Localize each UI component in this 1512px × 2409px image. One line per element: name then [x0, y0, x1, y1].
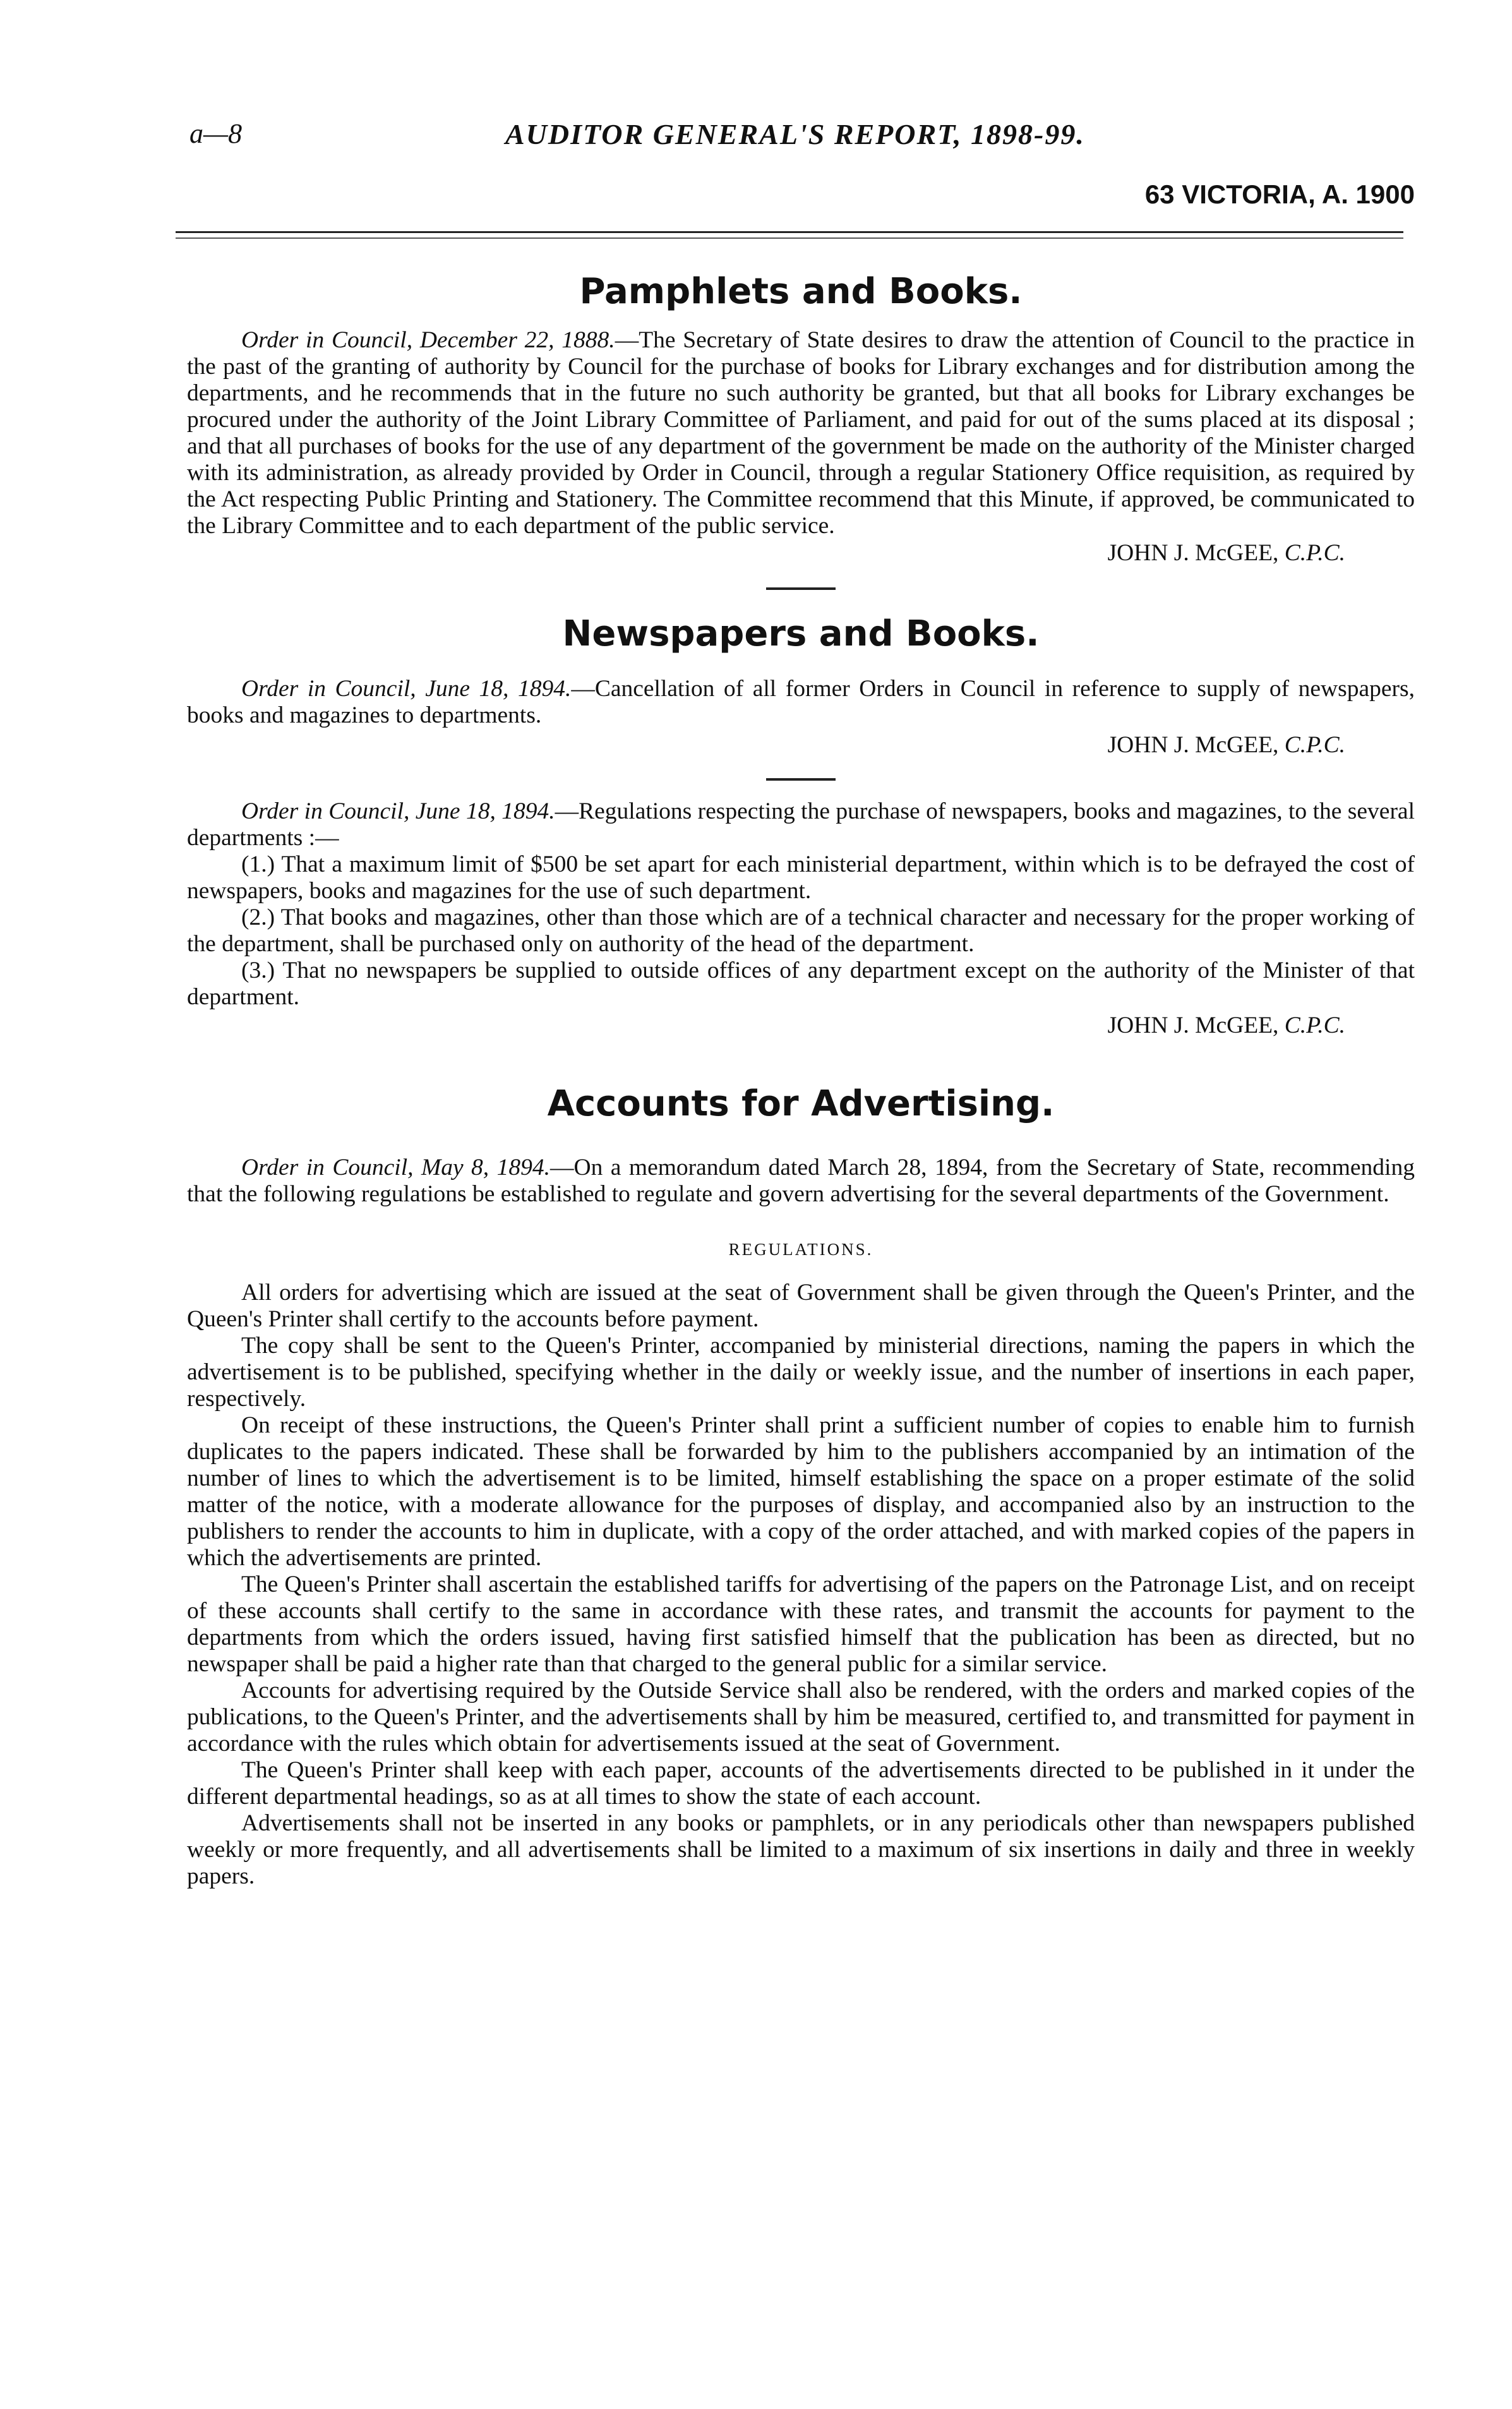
regulation-paragraph: All orders for advertising which are issued at the seat of Government shall be given through the Queen's Printer, and the Queen's Printer shall certify to the accounts before payment. [187, 1280, 1415, 1332]
order-text: —Regulations respecting the purchase of newspapers, books and magazines, to the several departments :— [187, 798, 1415, 851]
page-number: a—8 [189, 118, 243, 149]
section-newspapers [187, 609, 1415, 1040]
signature-name: JOHN J. McGEE, [1107, 732, 1279, 758]
signature-name: JOHN J. McGEE, [1107, 540, 1279, 566]
signature-title: C.P.C. [1284, 540, 1345, 566]
order-reference: Order in Council, June 18, 1894. [241, 676, 572, 702]
regulation-paragraph: Accounts for advertising required by the Outside Service shall also be rendered, with the orders and marked copies of the publications, to the Queen's Printer, and the advertisements shall by him be measured, certified to, and transmitted for payment in accordance with the rules which obtain for advertisements issued at the seat of Government. [187, 1678, 1415, 1757]
session-label: 63 VICTORIA, A. 1900 [1144, 179, 1415, 209]
order-paragraph [187, 676, 1415, 729]
regulation-paragraph: On receipt of these instructions, the Queen's Printer shall print a sufficient number of copies to enable him to furnish duplicates to the papers indicated. These shall be forwarded by him to the publishers accompanied by an intimation of the number of lines to which the advertisement is to be limited, himself establishing the space on a proper estimate of the solid matter of the notice, with a moderate allowance for the purposes of display, and accompanied also by an instruction to the publishers to render the accounts to him in duplicate, with a copy of the order attached, and with marked copies of the papers in which the advertisements are printed. [187, 1412, 1415, 1571]
regulation-paragraph: Advertisements shall not be inserted in any books or pamphlets, or in any periodicals other than newspapers published weekly or more frequently, and all advertisements shall be limited to a maximum of six insertions in daily and three in weekly papers. [187, 1810, 1415, 1889]
regulation-paragraph: The Queen's Printer shall ascertain the established tariffs for advertising of the papers on the Patronage List, and on receipt of these accounts shall certify to the same in accordance with these rates, and transmit the accounts for payment to the departments from which the orders issued, having first satisfied himself that the publication has been as directed, but no newspaper shall be paid a higher rate than that charged to the general public for a similar service. [187, 1571, 1415, 1677]
section-divider [766, 778, 836, 781]
order-reference: Order in Council, June 18, 1894. [241, 798, 555, 824]
order-text: —Cancellation of all former Orders in Council in reference to supply of newspapers, books and magazines to departments. [187, 676, 1415, 728]
section-heading: Newspapers and Books. [562, 613, 1040, 654]
order-paragraph [187, 327, 1415, 539]
signature [187, 539, 1415, 567]
section-pamphlets [187, 267, 1415, 590]
section-heading: Pamphlets and Books. [579, 271, 1023, 312]
order-paragraph [187, 798, 1415, 851]
order-paragraph [187, 1155, 1415, 1208]
order-reference: Order in Council, December 22, 1888. [241, 327, 615, 353]
regulation-paragraph: The Queen's Printer shall keep with each paper, accounts of the advertisements directed to be published in it under the different departmental headings, so as at all times to show the state of each account. [187, 1757, 1415, 1810]
order-text: —On a memorandum dated March 28, 1894, from the Secretary of State, recommending that the following regulations be established to regulate and govern advertising for the several departments of the Government. [187, 1155, 1415, 1207]
signature [187, 1012, 1415, 1040]
header-rule [176, 231, 1403, 233]
section-divider [766, 587, 836, 590]
header-rule-secondary [176, 237, 1403, 239]
order-reference: Order in Council, May 8, 1894. [241, 1155, 551, 1180]
page-body [187, 265, 1415, 1890]
signature-title: C.P.C. [1284, 732, 1345, 758]
regulations-heading: REGULATIONS. [728, 1240, 873, 1259]
page-header [189, 117, 1415, 155]
signature [187, 731, 1415, 759]
regulation-item: (1.) That a maximum limit of $500 be set apart for each ministerial department, within which is to be defrayed the cost of newspapers, books and magazines for the use of such department. [187, 851, 1415, 904]
section-advertising [187, 1079, 1415, 1890]
regulation-item: (2.) That books and magazines, other than those which are of a technical character and necessary for the proper working of the department, shall be purchased only on authority of the head of the department. [187, 904, 1415, 957]
order-text: —The Secretary of State desires to draw the attention of Council to the practice in the past of the granting of authority by Council for the purchase of books for Library exchanges and for distribution among the departments, and he recommends that in the future no such authority be granted, but that all books for Library exchanges be procured under the authority of the Joint Library Committee of Parliament, and paid for out of the sums placed at its disposal ; and that all purchases of books for the use of any department of the government be made on the authority of the Minister charged with its administration, as already provided by Order in Council, through a regular Stationery Office requisition, as required by the Act respecting Public Printing and Stationery. The Committee recommend that this Minute, if approved, be communicated to the Library Committee and to each department of the public service. [187, 327, 1415, 539]
section-heading: Accounts for Advertising. [547, 1083, 1055, 1124]
signature-title: C.P.C. [1284, 1012, 1345, 1038]
signature-name: JOHN J. McGEE, [1107, 1012, 1279, 1038]
running-title: AUDITOR GENERAL'S REPORT, 1898-99. [505, 118, 1085, 150]
regulation-paragraph: The copy shall be sent to the Queen's Printer, accompanied by ministerial directions, naming the papers in which the advertisement is to be published, specifying whether in the daily or weekly issue, and the number of insertions in each paper, respectively. [187, 1333, 1415, 1412]
regulation-item: (3.) That no newspapers be supplied to outside offices of any department except on the authority of the Minister of that department. [187, 958, 1415, 1010]
